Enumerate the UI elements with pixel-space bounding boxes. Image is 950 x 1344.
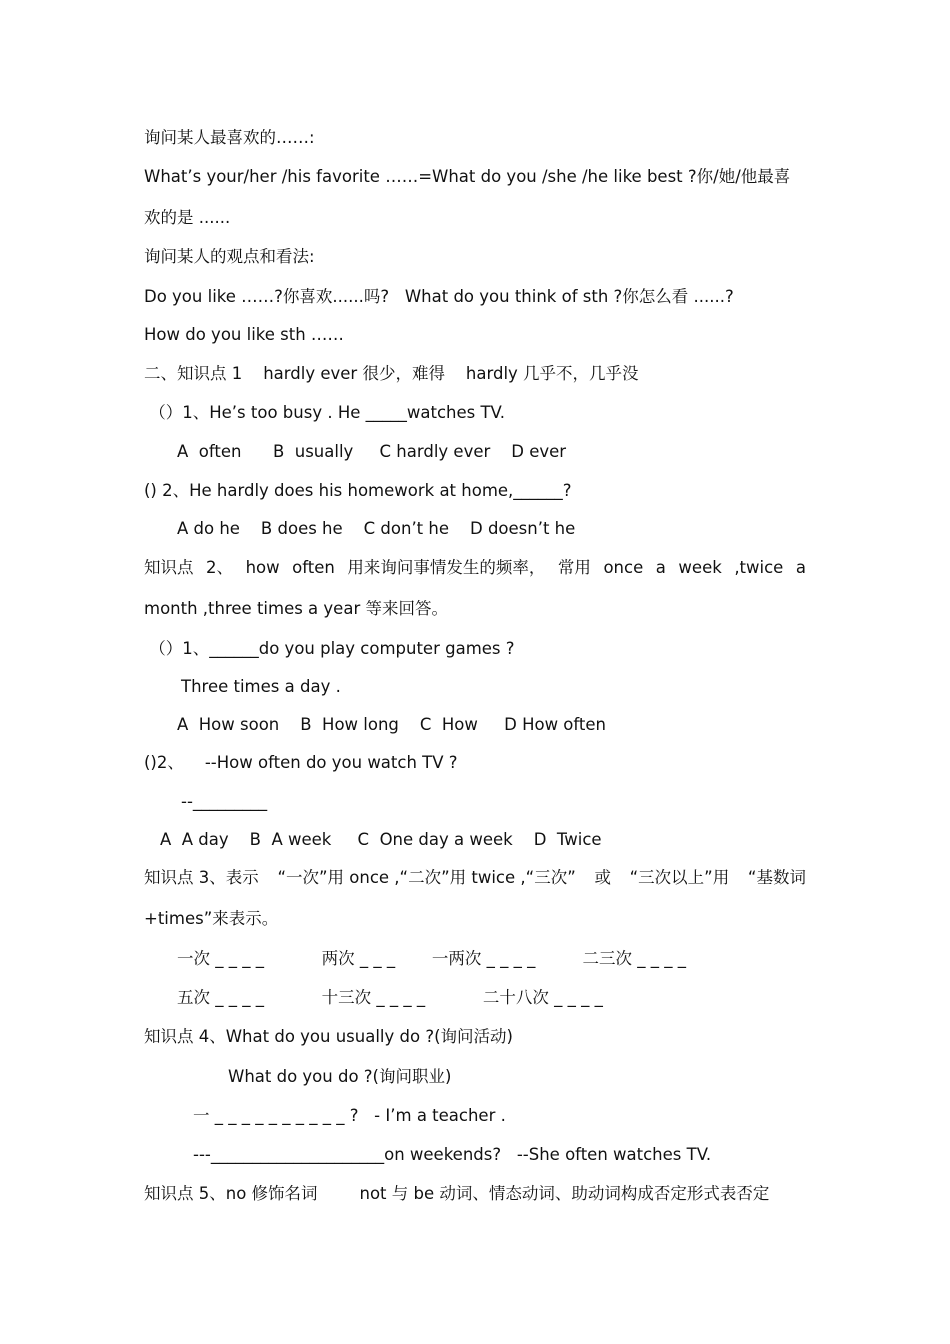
exercise-options: A A day B A week C One day a week D Twice <box>160 830 602 849</box>
word: often <box>292 558 335 577</box>
exercise-answer-prompt: Three times a day . <box>181 677 341 696</box>
text-line: Do you like ……?你喜欢......吗? What do you think of sth ?你怎么看 ......? <box>144 287 734 306</box>
section-heading-point-4: 知识点 4、What do you usually do ?(询问活动) <box>144 1027 513 1046</box>
word: a <box>795 558 806 577</box>
section-heading-point-3 <box>144 868 806 888</box>
exercise-dialogue: ---_____________________on weekends? --She often watches TV. <box>193 1145 712 1164</box>
text-line: +times”来表示。 <box>144 909 279 928</box>
section-heading-point-1: 二、知识点 1 hardly ever 很少，难得 hardly 几乎不，几乎没 <box>144 364 639 383</box>
exercise-answer-blank: --_________ <box>181 792 268 811</box>
word: 2、 <box>206 558 234 577</box>
word: “一次”用 once ,“二次”用 twice ,“三次” <box>277 868 576 887</box>
word: a <box>655 558 666 577</box>
section-heading-point-2 <box>144 558 806 578</box>
text-line: How do you like sth …… <box>144 325 344 344</box>
exercise-question: （）1、He’s too busy . He _____watches TV. <box>144 403 505 422</box>
word: 用来询问事情发生的频率， <box>347 558 546 577</box>
word: 知识点 <box>144 558 194 577</box>
word: ,twice <box>734 558 784 577</box>
word: 知识点 3、表示 <box>144 868 259 887</box>
exercise-question: ()2、 --How often do you watch TV ? <box>144 753 458 772</box>
text-line: 欢的是 ...... <box>144 208 231 227</box>
heading-ask-opinion: 询问某人的观点和看法: <box>144 247 315 266</box>
exercise-options: A often B usually C hardly ever D ever <box>177 442 567 461</box>
word: how <box>245 558 280 577</box>
word: “基数词 <box>747 868 806 887</box>
section-heading-point-5: 知识点 5、no 修饰名词 not 与 be 动词、情态动词、助动词构成否定形式表否定 <box>144 1184 770 1203</box>
word: week <box>678 558 722 577</box>
text-line: month ,three times a year 等来回答。 <box>144 599 448 618</box>
fill-in-row: 一次 _ _ _ _ 两次 _ _ _ 一两次 _ _ _ _ 二三次 _ _ _ _ <box>177 949 687 968</box>
exercise-question: () 2、He hardly does his homework at home,______? <box>144 481 572 500</box>
exercise-dialogue: 一 _ _ _ _ _ _ _ _ _ _ ? - I’m a teacher . <box>193 1106 506 1125</box>
word: once <box>603 558 644 577</box>
fill-in-row: 五次 _ _ _ _ 十三次 _ _ _ _ 二十八次 _ _ _ _ <box>177 988 603 1007</box>
exercise-question: （）1、______do you play computer games ? <box>144 639 515 658</box>
word: “三次以上”用 <box>629 868 730 887</box>
text-line: What do you do ?(询问职业) <box>228 1067 452 1086</box>
text-line: What’s your/her /his favorite ……=What do you /she /he like best ?你/她/他最喜 <box>144 167 791 186</box>
word: 常用 <box>557 558 591 577</box>
exercise-options: A do he B does he C don’t he D doesn’t he <box>177 519 576 538</box>
word: 或 <box>594 868 611 887</box>
exercise-options: A How soon B How long C How D How often <box>177 715 606 734</box>
heading-ask-favorite: 询问某人最喜欢的……: <box>144 128 315 147</box>
